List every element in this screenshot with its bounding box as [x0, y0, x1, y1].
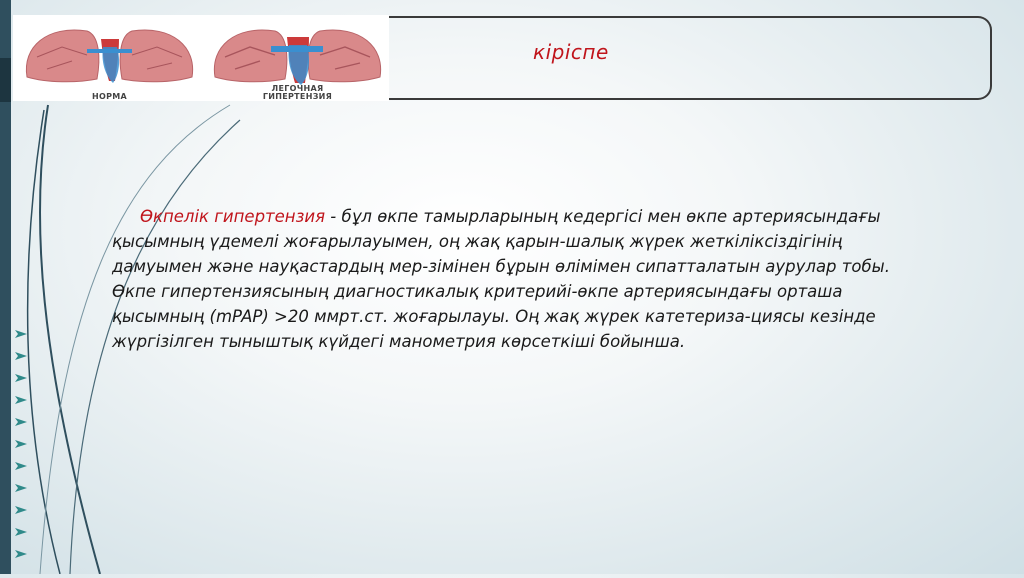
arrow-icon — [15, 396, 27, 404]
arrow-icon — [15, 330, 27, 338]
lungs-normal-icon — [17, 17, 202, 87]
term-highlight: Өкпелік гипертензия — [140, 207, 326, 226]
arrow-icon — [15, 528, 27, 536]
lungs-figure — [13, 15, 389, 101]
arrow-icon — [15, 506, 27, 514]
definition-paragraph — [112, 204, 922, 354]
lungs-hypertension-image — [205, 17, 390, 101]
definition-text: - бұл өкпе тамырларының кедергісі мен өкпе артериясындағы қысымның үдемелі жоғарылауымен, оң жақ қарын-шалық жүрек жеткіліксіздігінің дамуымен және науқастардың мер-зімінен бұрын өлімімен сипатталатын аурулар тобы. Өкпе гипертензиясының диагностикалық критерийі-өкпе артериясындағы орташа қысымның (mPAP) >20 ммрт.ст. жоғарылауы. Оң жақ жүрек катетериза-циясы кезінде жүргізілген тыныштық күйдегі манометрия көрсеткіші бойынша. — [112, 207, 890, 351]
arrow-icon — [15, 550, 27, 558]
arrow-icon — [15, 440, 27, 448]
arrow-icon — [15, 462, 27, 470]
arrow-icon — [15, 352, 27, 360]
lungs-hypertension-caption: ЛЕГОЧНАЯ ГИПЕРТЕНЗИЯ — [262, 84, 333, 101]
arrow-icon — [15, 418, 27, 426]
arrow-icon — [15, 484, 27, 492]
arrow-column — [15, 330, 29, 574]
lungs-hypertension-icon — [205, 17, 390, 87]
slide-title: кіріспе — [533, 40, 609, 64]
lungs-normal-caption: НОРМА — [91, 92, 127, 101]
lungs-normal-image — [17, 17, 202, 101]
arrow-icon — [15, 374, 27, 382]
